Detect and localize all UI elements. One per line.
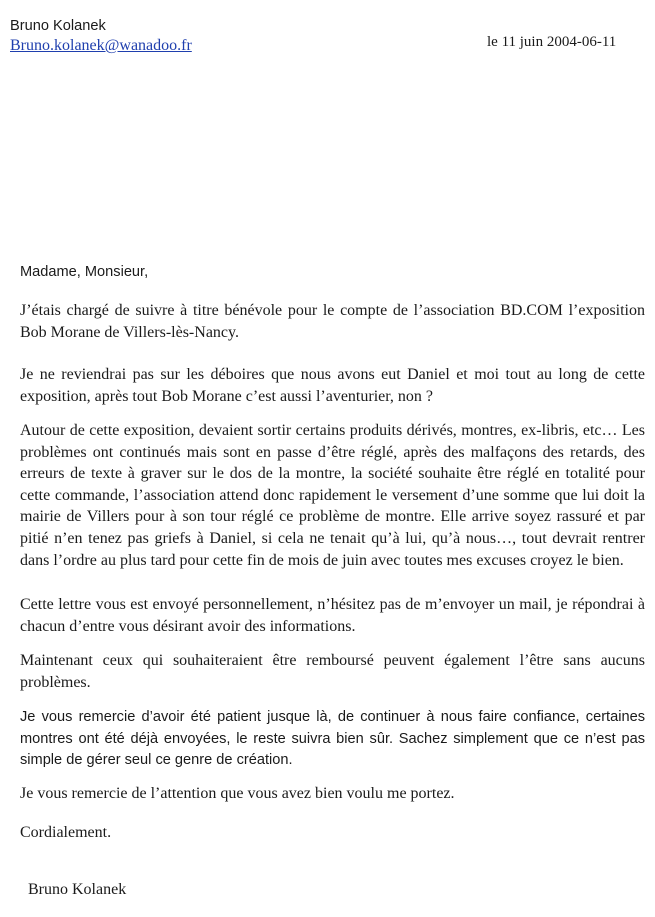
- paragraph-products: Autour de cette exposition, devaient sortir certains produits dérivés, montres, ex-libris, etc… Les problèmes ont continués mais sont en passe d’être réglé, après des malfaçons des retards, des erreurs de texte à graver sur le dos de la montre, la société souhaite être réglé en totalité pour cette commande, l’association attend donc rapidement le versement d’une somme que lui doit la mairie de Villers pour à son tour réglé ce problème de montre. Elle arrive soyez rassuré et par pitié n’en tenez pas griefs à Daniel, si cela ne tenait qu’à lui, qu’à nous…, tout devrait rentrer dans l’ordre au plus tard pour cette fin de mois de juin avec toutes mes excuses croyez le bien.: [20, 422, 645, 569]
- paragraph-refund: Maintenant ceux qui souhaiteraient être remboursé peuvent également l’être sans aucuns problèmes.: [20, 652, 645, 691]
- closing: Cordialement.: [20, 824, 112, 841]
- salutation: Madame, Monsieur,: [20, 264, 149, 280]
- sender-email-link[interactable]: Bruno.kolanek@wanadoo.fr: [10, 37, 192, 54]
- sender-name: Bruno Kolanek: [10, 18, 106, 34]
- signature: Bruno Kolanek: [28, 881, 127, 898]
- paragraph-contact: Cette lettre vous est envoyé personnellement, n’hésitez pas de m’envoyer un mail, je répondrai à chacun d’entre vous désirant avoir des informations.: [20, 596, 645, 635]
- paragraph-intro: J’étais chargé de suivre à titre bénévole pour le compte de l’association BD.COM l’exposition Bob Morane de Villers-lès-Nancy.: [20, 302, 645, 341]
- paragraph-exposition: Je ne reviendrai pas sur les déboires que nous avons eut Daniel et moi tout au long de cette exposition, après tout Bob Morane c’est aussi l’aventurier, non ?: [20, 366, 645, 405]
- paragraph-thanks: Je vous remercie d’avoir été patient jusque là, de continuer à nous faire confiance, certaines montres ont été déjà envoyées, le reste suivra bien sûr. Sachez simplement que ce n’est pas simple de gérer seul ce genre de création.: [20, 709, 645, 769]
- paragraph-attention: Je vous remercie de l’attention que vous avez bien voulu me portez.: [20, 785, 455, 802]
- letter-date: le 11 juin 2004-06-11: [487, 34, 617, 50]
